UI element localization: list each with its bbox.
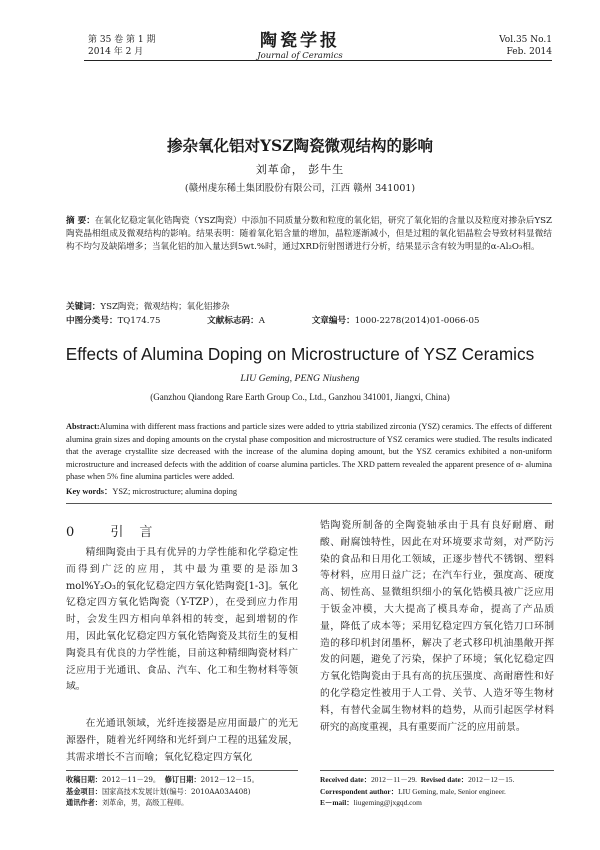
title-en: Effects of Alumina Doping on Microstructure of YSZ Ceramics bbox=[65, 344, 535, 364]
keywords-cn-label: 关键词： bbox=[66, 302, 101, 312]
body-text: 精细陶瓷由于具有优异的力学性能和化学稳定性而得到广泛的应用，其中最为重要的是添加3 mol%Y₂O₃的氧化钇稳定四方氧化锆陶瓷[1-3]。氧化钇稳定四方氧化锆陶瓷（Y-TZP），在受到应力作用时，会发生四方相向单斜相的转变，起到增韧的作用，因此氧化钇稳定四方氧化锆陶瓷及其衍生的复相陶瓷具有优良的力学性能，目前这种精细陶瓷材料广泛应用于光通讯、食品、汽车、化工和生物材料等领域。 bbox=[66, 547, 298, 693]
email-label-en: E－mail： bbox=[320, 798, 354, 808]
abstract-en bbox=[66, 421, 552, 484]
authors-en: LIU Geming, PENG Niusheng bbox=[240, 373, 360, 384]
footnote-author-cn bbox=[66, 797, 306, 809]
fund-label-cn: 基金项目： bbox=[66, 786, 102, 796]
body-text: 在光通讯领域，光纤连接器是应用面最广的光无源器件，随着光纤网络和光纤到户工程的迅猛发展，其需求增长不言而喻；氧化钇稳定四方氧化 bbox=[66, 718, 298, 763]
footnote-dates-en bbox=[320, 774, 560, 786]
footnote-email-en bbox=[320, 797, 560, 809]
doc-code-group bbox=[207, 316, 287, 326]
footnote-en bbox=[320, 774, 560, 809]
abstract-cn-text: 在氧化钇稳定氧化锆陶瓷（YSZ陶瓷）中添加不同质量分数和粒度的氧化铝，研究了氧化铝的含量以及粒度对掺杂后YSZ陶瓷晶相组成及微观结构的影响。结果表明：随着氧化铝含量的增加，晶粒逐渐减小，但是过粗的氧化铝晶粒会导致材料显微结构不均匀及缺陷增多；当氧化铝的加入量达到5wt.%时，通过XRD衍射图谱进行分析，结果显示含有较为明显的α-Al₂O₃相。 bbox=[66, 216, 552, 253]
body-right-column bbox=[320, 518, 554, 736]
affiliation-en: (Ganzhou Qiandong Rare Earth Group Co., Ltd., Ganzhou 341001, Jiangxi, China) bbox=[150, 392, 450, 402]
keywords-cn-text: YSZ陶瓷；微观结构；氧化铝掺杂 bbox=[100, 302, 230, 312]
footnote-corr-en bbox=[320, 786, 560, 798]
received-date-cn: 2012－11－29。 bbox=[101, 775, 161, 784]
abstract-en-text: Alumina with different mass fractions and particle sizes were added to yttria stabilized zirconia (YSZ) ceramics. The effects of different alumina grain sizes and doping amounts on the crystal phase composition and microstructure of YSZ ceramics were studied. The results indicated that the average crystallite size decreased with the increase of the alumina doping amount, but the YSZ ceramics exhibited a non-uniform microstructure and increased defects with the addition of coarse alumina particles. The XRD pattern revealed the apparent presence of α- alumina phase when 5% fine alumina particles were added. bbox=[66, 422, 552, 482]
revised-date-cn: 2012－12－15。 bbox=[200, 775, 259, 784]
body-left-paragraph-2 bbox=[66, 716, 298, 766]
abstract-cn-label: 摘 要： bbox=[66, 216, 95, 226]
doc-code-label: 文献标志码： bbox=[207, 316, 259, 326]
footnote-cn bbox=[66, 774, 306, 809]
received-label-en: Received date： bbox=[320, 775, 372, 784]
journal-name-en: Journal of Ceramics bbox=[257, 51, 343, 61]
revised-label-en: Revised date： bbox=[420, 775, 469, 784]
corr-label-en: Correspondent author： bbox=[320, 786, 399, 796]
section-heading-introduction: 0 引言 bbox=[66, 525, 169, 540]
received-date-en: 2012－11－29. bbox=[371, 775, 418, 784]
header-divider bbox=[84, 60, 552, 61]
footnote-divider-right bbox=[320, 770, 554, 771]
body-left-paragraph-1 bbox=[66, 545, 298, 696]
corr-en: LIU Geming, male, Senior engineer. bbox=[398, 786, 506, 796]
clc-value: TQ174.75 bbox=[117, 316, 161, 326]
keywords-en bbox=[66, 486, 552, 498]
footnote-fund-cn bbox=[66, 786, 306, 798]
email-link[interactable]: liugeming@jxgqd.com bbox=[353, 798, 422, 808]
abstract-cn bbox=[66, 215, 552, 255]
doc-code-value: A bbox=[258, 316, 265, 326]
fund-cn: 国家高技术发展计划(编号：2010AA03A408) bbox=[101, 786, 251, 796]
journal-logo: 陶瓷学报 bbox=[260, 31, 340, 51]
volume-issue-en: Vol.35 No.1 bbox=[499, 35, 552, 45]
clc-label: 中图分类号： bbox=[66, 316, 118, 326]
article-no-value: 1000-2278(2014)01-0066-05 bbox=[354, 316, 480, 326]
article-no-group bbox=[312, 316, 502, 326]
keywords-en-label: Key words： bbox=[66, 487, 113, 496]
footnote-divider-left bbox=[66, 770, 298, 771]
revised-date-en: 2012－12－15. bbox=[468, 775, 515, 784]
author-cn: 刘革命，男，高级工程师。 bbox=[101, 798, 189, 808]
received-label-cn: 收稿日期： bbox=[66, 775, 102, 784]
date-cn: 2014 年 2 月 bbox=[88, 47, 144, 57]
clc-group bbox=[66, 316, 182, 326]
footnote-dates-cn bbox=[66, 774, 306, 786]
keywords-cn bbox=[66, 301, 552, 313]
revised-label-cn: 修订日期： bbox=[164, 775, 201, 784]
keywords-en-text: YSZ; microstructure; alumina doping bbox=[112, 487, 237, 496]
date-en: Feb. 2014 bbox=[506, 47, 552, 57]
body-text: 锆陶瓷所制备的全陶瓷轴承由于具有良好耐磨、耐酸、耐腐蚀特性，因此在对环境要求苛刻，对严防污染的食品和日用化工领域，正逐步替代不锈钢、塑料等材料，应用日益广泛；在汽车行业，强度高、硬度高、韧性高、显微组织细小的氧化锆模具被广泛应用于钣金冲模，大大提高了模具寿命，提高了产品质量，降低了成本等；采用钇稳定四方氧化锆刀口环制造的移印机封闭墨杯，解决了老式移印机油墨敞开挥发的问题，避免了污染，保护了环境；氧化钇稳定四方氧化锆陶瓷由于具有高的抗压强度、高耐磨性和好的化学稳定性被用于人工骨、关节、人造牙等生物材料，有替代金属生物材料的趋势，从而引起医学材料研究的高度重视，具有重要而广泛的应用前景。 bbox=[320, 520, 554, 733]
volume-issue-cn: 第 35 卷 第 1 期 bbox=[88, 35, 156, 45]
article-no-label: 文章编号： bbox=[311, 316, 355, 326]
abstract-divider bbox=[66, 503, 552, 504]
title-cn: 掺杂氧化铝对YSZ陶瓷微观结构的影响 bbox=[166, 136, 434, 155]
classification-line bbox=[66, 315, 552, 327]
affiliation-cn: (赣州虔东稀土集团股份有限公司，江西 赣州 341001) bbox=[184, 183, 416, 194]
abstract-en-label: Abstract: bbox=[66, 422, 100, 431]
header-right bbox=[499, 34, 552, 58]
authors-cn: 刘革命， 彭牛生 bbox=[255, 163, 345, 176]
author-label-cn: 通讯作者： bbox=[66, 798, 102, 808]
